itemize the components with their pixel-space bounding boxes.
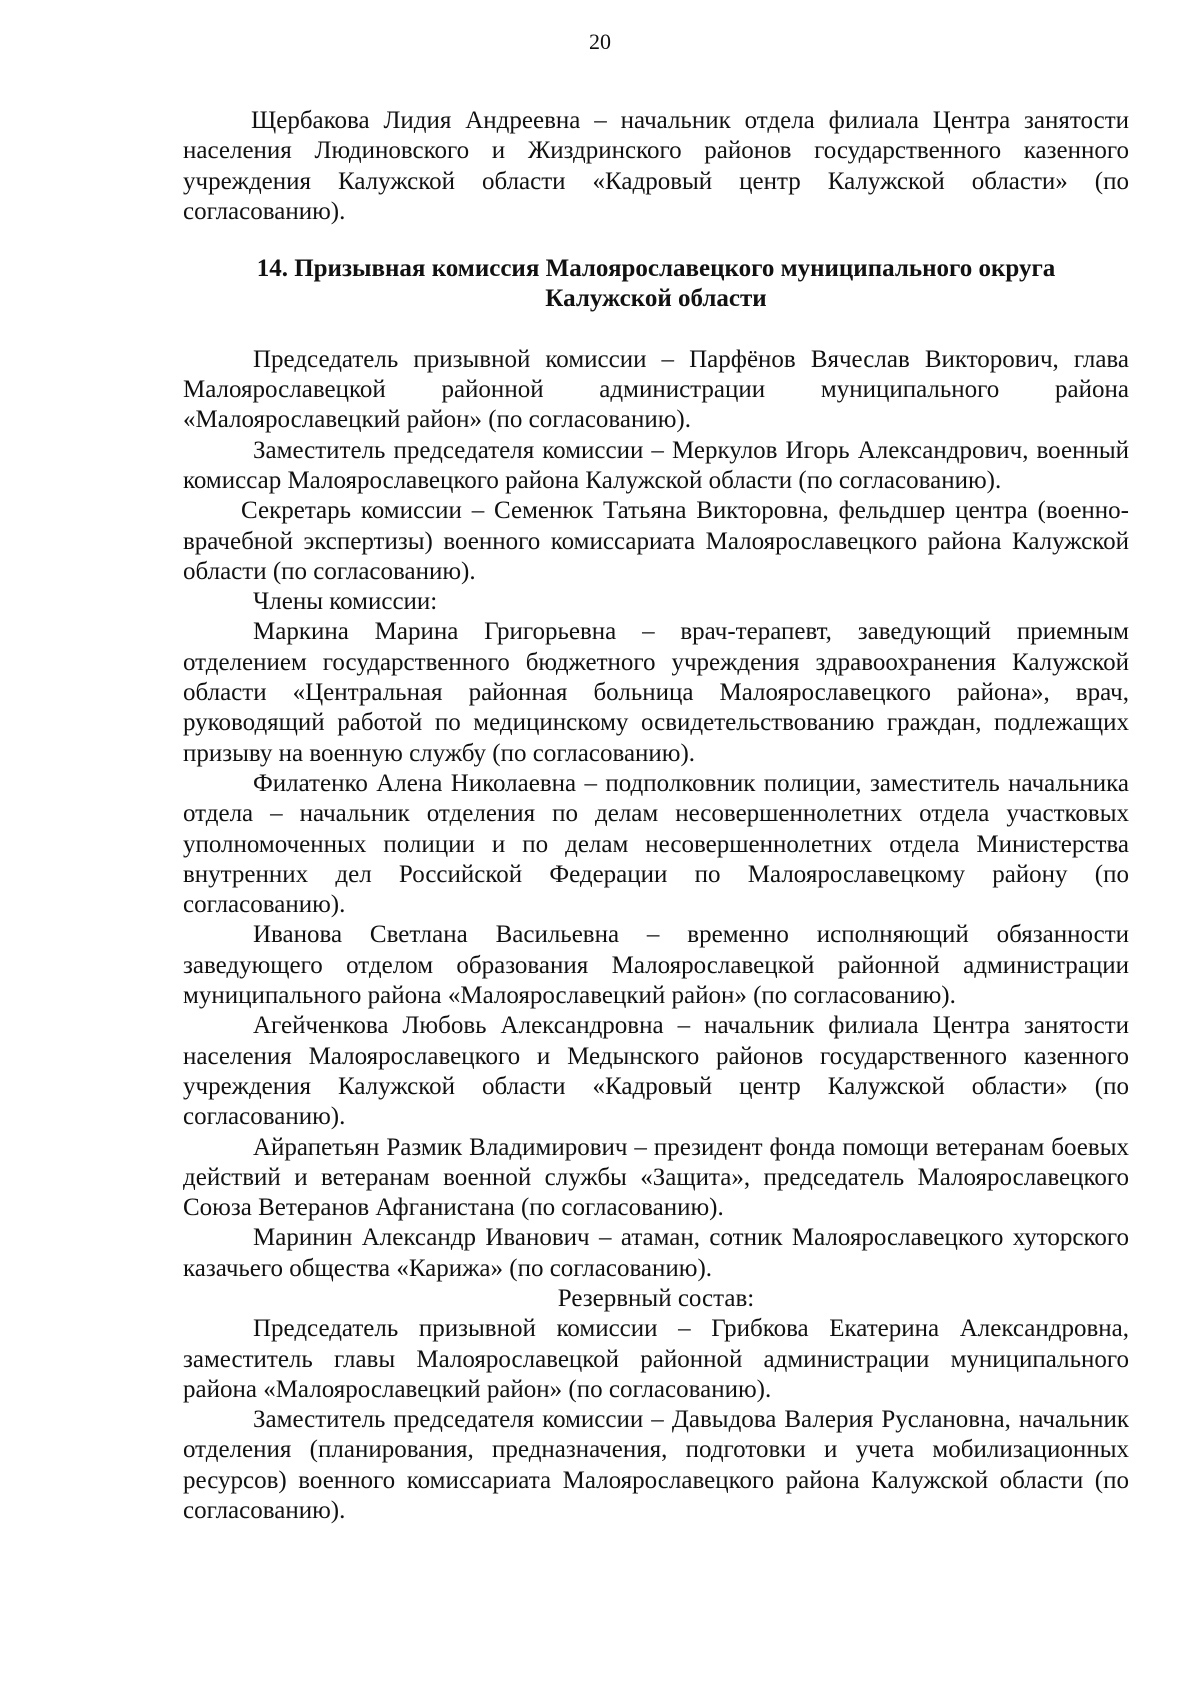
member-paragraph-markina: Маркина Марина Григорьевна – врач-терапевт, заведующий приемным отделением государственного бюджетного учреждения здравоохранения Калужской области «Центральная районная больница Малоярославецкого района», врач, руководящий работой по медицинскому освидетельствованию граждан, подлежащих призыву на военную службу (по согласованию). (183, 618, 1129, 767)
section-title-line-2: Калужской области (545, 285, 767, 313)
section-title-line-1: 14. Призывная комиссия Малоярославецкого муниципального округа (256, 255, 1056, 283)
member-paragraph-filatenko: Филатенко Алена Николаевна – подполковник полиции, заместитель начальника отдела – начальник отделения по делам несовершеннолетних отдела участковых уполномоченных полиции и по делам несовершеннолетних отдела Министерства внутренних дел Российской Федерации по Малоярославецкому району (по согласованию). (183, 769, 1129, 919)
intro-paragraph: Щербакова Лидия Андреевна – начальник отдела филиала Центра занятости населения Людиновского и Жиздринского районов государственного казенного учреждения Калужской области «Кадровый центр Калужской области» (по согласованию). (183, 107, 1129, 225)
reserve-heading: Резервный состав: (557, 1284, 755, 1312)
page-number: 20 (589, 29, 611, 54)
deputy-paragraph: Заместитель председателя комиссии – Меркулов Игорь Александрович, военный комиссар Малоярославецкого района Калужской области (по согласованию). (183, 436, 1129, 494)
member-paragraph-airapetyan: Айрапетьян Размик Владимирович – президент фонда помощи ветеранам боевых действий и ветеранам военной службы «Защита», председатель Малоярославецкого Союза Ветеранов Афганистана (по согласованию). (183, 1133, 1129, 1222)
reserve-chairman-paragraph: Председатель призывной комиссии – Грибкова Екатерина Александровна, заместитель главы Малоярославецкой районной администрации муниципального района «Малоярославецкий район» (по согласованию). (183, 1315, 1129, 1403)
member-paragraph-ageichenkova: Агейченкова Любовь Александровна – начальник филиала Центра занятости населения Малоярославецкого и Медынского районов государственного казенного учреждения Калужской области «Кадровый центр Калужской области» (по согласованию). (183, 1012, 1129, 1131)
member-paragraph-ivanova: Иванова Светлана Васильевна – временно исполняющий обязанности заведующего отделом образования Малоярославецкой районной администрации муниципального района «Малоярославецкий район» (по согласованию). (183, 921, 1129, 1010)
section-title (183, 254, 1129, 315)
document-body (183, 106, 1129, 1526)
member-paragraph-marinin: Маринин Александр Иванович – атаман, сотник Малоярославецкого хуторского казачьего общества «Карижа» (по согласованию). (183, 1224, 1129, 1282)
secretary-paragraph: Секретарь комиссии – Семенюк Татьяна Викторовна, фельдшер центра (военно-врачебной экспертизы) военного комиссариата Малоярославецкого района Калужской области (по согласованию). (183, 497, 1129, 585)
reserve-deputy-paragraph: Заместитель председателя комиссии – Давыдова Валерия Руслановна, начальник отделения (планирования, предназначения, подготовки и учета мобилизационных ресурсов) военного комиссариата Малоярославецкого района Калужской области (по согласованию). (183, 1406, 1129, 1525)
chairman-paragraph: Председатель призывной комиссии – Парфёнов Вячеслав Викторович, глава Малоярославецкой районной администрации муниципального района «Малоярославецкий район» (по согласованию). (183, 345, 1129, 434)
members-heading: Члены комиссии: (253, 588, 438, 616)
